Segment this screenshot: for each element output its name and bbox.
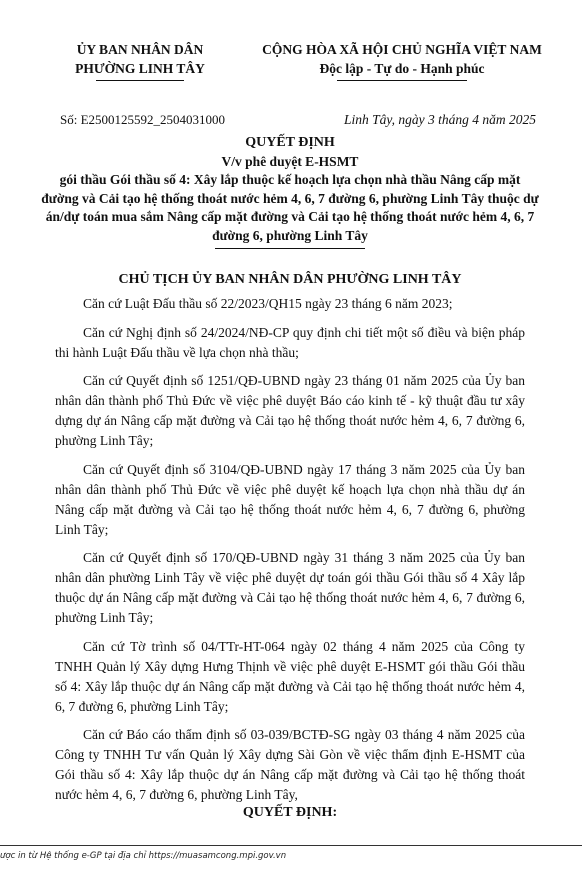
authority-line-2: PHƯỜNG LINH TÂY (75, 61, 205, 76)
country-name: CỘNG HÒA XÃ HỘI CHỦ NGHĨA VIỆT NAM (262, 42, 542, 57)
title-underline (215, 248, 365, 249)
legal-basis-paragraph: Căn cứ Nghị định số 24/2024/NĐ-CP quy định chi tiết một số điều và biện pháp thi hành Luật Đấu thầu về lựa chọn nhà thầu; (55, 324, 525, 360)
authority-heading: CHỦ TỊCH ỦY BAN NHÂN DÂN PHƯỜNG LINH TÂY (118, 272, 462, 287)
title-block (40, 134, 540, 249)
legal-basis-paragraph: Căn cứ Quyết định số 3104/QĐ-UBND ngày 17 tháng 3 năm 2025 của Ủy ban nhân dân thành phố Thủ Đức về việc phê duyệt kế hoạch lựa chọn nhà thầu dự án Nâng cấp mặt đường và Cải tạo hệ thống thoát nước hẻm 4, 6, 7 đường 6, phường Linh Tây; (55, 461, 525, 537)
motto: Độc lập - Tự do - Hạnh phúc (319, 61, 485, 76)
legal-basis-paragraph: Căn cứ Quyết định số 1251/QĐ-UBND ngày 23 tháng 01 năm 2025 của Ủy ban nhân dân thành phố Thủ Đức về việc phê duyệt Báo cáo kinh tế - kỹ thuật đầu tư xây dựng dự án Nâng cấp mặt đường và Cải tạo hệ thống thoát nước hẻm 4, 6, 7 đường 6, phường Linh Tây; (55, 373, 525, 448)
national-motto (232, 40, 572, 81)
document-date: Linh Tây, ngày 3 tháng 4 năm 2025 (343, 112, 536, 127)
authority-underline (96, 80, 184, 81)
legal-basis-paragraph: Căn cứ Luật Đấu thầu số 22/2023/QH15 ngày 23 tháng 6 năm 2023; (83, 296, 453, 311)
document-number: Số: E2500125592_2504031000 (60, 112, 226, 127)
authority-line-1: ỦY BAN NHÂN DÂN (76, 42, 204, 57)
document-title: QUYẾT ĐỊNH (245, 135, 335, 150)
footer-note: ược in từ Hệ thống e-GP tại địa chỉ https://muasamcong.mpi.gov.vn (0, 851, 287, 861)
footer-divider (0, 845, 582, 846)
legal-basis (55, 294, 525, 814)
package-description: gói thầu Gói thầu số 4: Xây lắp thuộc kế hoạch lựa chọn nhà thầu Nâng cấp mặt đường và Cải tạo hệ thống thoát nước hẻm 4, 6, 7 đường 6, phường Linh Tây thuộc dự án/dự toán mua sắm Nâng cấp mặt đường và Cải tạo hệ thống thoát nước hẻm 4, 6, 7 đường 6, phường Linh Tây (41, 172, 539, 243)
legal-basis-paragraph: Căn cứ Tờ trình số 04/TTr-HT-064 ngày 02 tháng 4 năm 2025 của Công ty TNHH Quản lý Xây dựng Hưng Thịnh về việc phê duyệt E-HSMT gói thầu Gói thầu số 4: Xây lắp thuộc dự án Nâng cấp mặt đường và Cải tạo hệ thống thoát nước hẻm 4, 6, 7 đường 6, phường Linh Tây; (55, 638, 525, 714)
legal-basis-paragraph: Căn cứ Báo cáo thẩm định số 03-039/BCTĐ-SG ngày 03 tháng 4 năm 2025 của Công ty TNHH Tư vấn Quản lý Xây dựng Sài Gòn về việc thẩm định E-HSMT của Gói thầu số 4: Xây lắp thuộc dự án Nâng cấp mặt đường và Cải tạo hệ thống thoát nước hẻm 4, 6, 7 đường 6, phường Linh Tây, (55, 727, 525, 802)
motto-underline (337, 80, 467, 81)
issuing-authority (40, 40, 240, 81)
legal-basis-paragraph: Căn cứ Quyết định số 170/QĐ-UBND ngày 31 tháng 3 năm 2025 của Ủy ban nhân dân phường Linh Tây về việc phê duyệt dự toán gói thầu Gói thầu số 4 Xây lắp thuộc dự án Nâng cấp mặt đường và Cải tạo hệ thống thoát nước hẻm 4, 6, 7 đường 6, phường Linh Tây; (55, 550, 525, 625)
decision-heading: QUYẾT ĐỊNH: (242, 805, 338, 820)
document-subject: V/v phê duyệt E-HSMT (221, 153, 359, 169)
